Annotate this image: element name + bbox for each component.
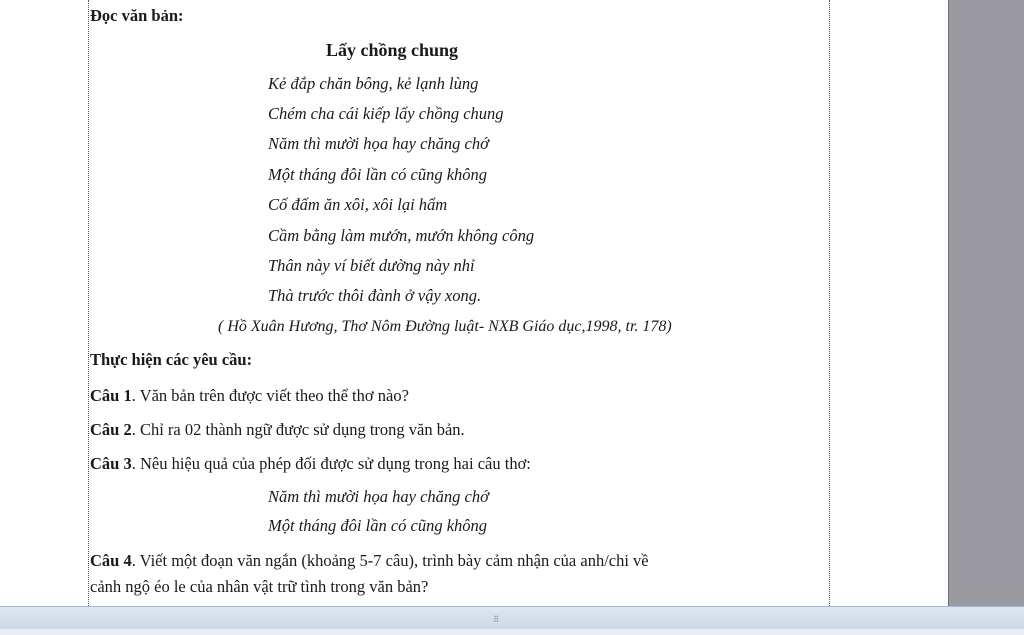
right-margin-guide <box>829 0 830 606</box>
question-3-text: . Nêu hiệu quả của phép đối được sử dụng trong hai câu thơ: <box>131 454 531 473</box>
question-4-text-line2: cảnh ngộ éo le của nhân vật trữ tình trong văn bản? <box>90 577 429 596</box>
poem-line: Chém cha cái kiếp lấy chồng chung <box>268 104 504 123</box>
poem-line: Thà trước thôi đành ở vậy xong. <box>268 286 482 305</box>
splitter-grip-icon[interactable]: ⠿ <box>493 615 499 624</box>
question-3 <box>90 454 531 474</box>
tasks-heading: Thực hiện các yêu cầu: <box>90 350 253 369</box>
question-1-label: Câu 1 <box>90 386 132 405</box>
question-1-text: . Văn bản trên được viết theo thể thơ nào? <box>131 386 409 405</box>
poem-line: Một tháng đôi lần có cũng không <box>268 165 488 184</box>
poem-title: Lấy chồng chung <box>326 40 459 60</box>
poem-line: Năm thì mười họa hay chăng chớ <box>268 134 489 153</box>
reading-heading: Đọc văn bản: <box>90 6 184 25</box>
question-3-label: Câu 3 <box>90 454 132 473</box>
question-4-label: Câu 4 <box>90 551 132 570</box>
poem-line: Kẻ đắp chăn bông, kẻ lạnh lùng <box>268 74 479 93</box>
question-2 <box>90 420 465 440</box>
question-4-text-line1: . Viết một đoạn văn ngắn (khoảng 5-7 câu), trình bày cảm nhận của anh/chi về <box>131 551 649 570</box>
window-background-gutter <box>948 0 1024 606</box>
poem-line: Thân này ví biết dường này nhỉ <box>268 256 475 275</box>
poem-line: Cố đấm ăn xôi, xôi lại hẩm <box>268 195 448 214</box>
left-margin-guide <box>88 0 89 606</box>
poem-line: Cầm bằng làm mướn, mướn không công <box>268 226 535 245</box>
question-3-quote-line: Một tháng đôi lần có cũng không <box>268 516 488 535</box>
question-2-text: . Chỉ ra 02 thành ngữ được sử dụng trong văn bản. <box>131 420 465 439</box>
question-4 <box>90 551 649 571</box>
status-bar <box>0 606 1024 635</box>
question-3-quote-line: Năm thì mười họa hay chăng chớ <box>268 487 489 506</box>
poem-source: ( Hồ Xuân Hương, Thơ Nôm Đường luật- NXB Giáo dục,1998, tr. 178) <box>218 318 672 335</box>
question-1 <box>90 386 409 406</box>
status-strip <box>0 629 1024 635</box>
question-2-label: Câu 2 <box>90 420 132 439</box>
